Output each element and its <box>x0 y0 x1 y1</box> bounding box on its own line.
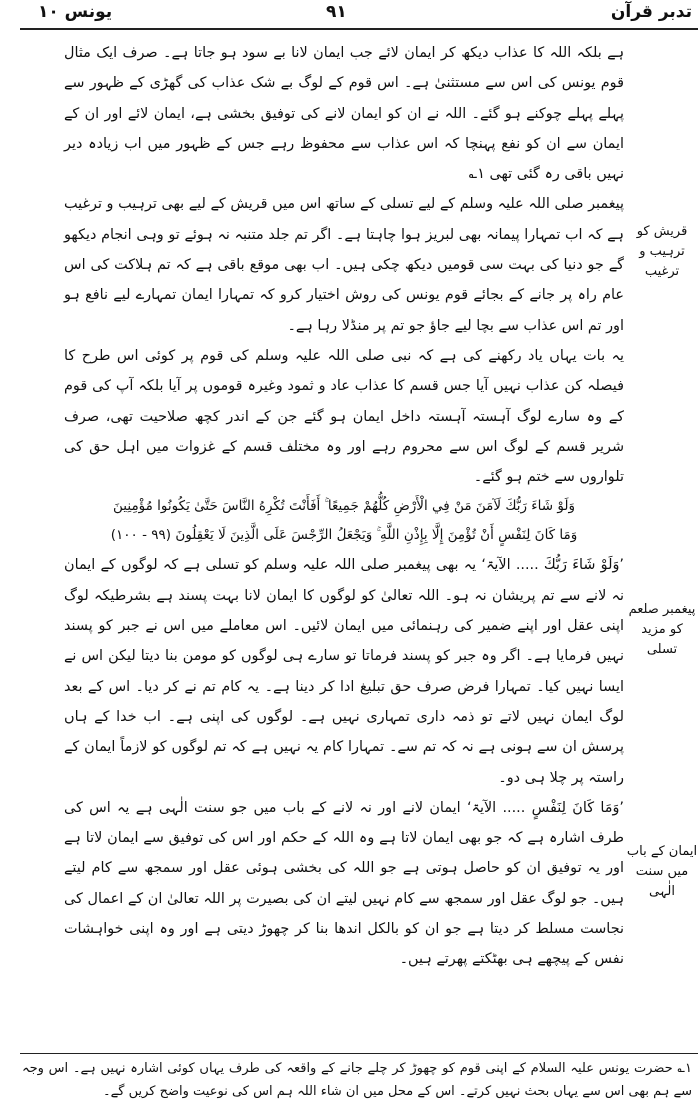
paragraph-1: ہے بلکہ اللہ کا عذاب دیکھ کر ایمان لائے جب ایمان لانا بے سود ہو جاتا ہے۔ صرف ایک مثال قوم یونس کی اس سے مستثنیٰ ہے۔ اس قوم کے لوگ بے شک عذاب کی گھڑی کے ظہور سے پہلے پہلے چوکنے ہو گئے۔ اللہ نے ان کو ایمان لانے کی توفیق بخشی ہے، ایمان لائے اور ان کے ایمان سے ان کو نفع پہنچا کہ اس عذاب سے محفوظ رہے جس کے ظہور میں اب زیادہ دیر نہیں باقی رہ گئی تھی ۱؎ <box>64 45 624 183</box>
margin-note-prophet-consolation: پیغمبر صلعم کو مزید تسلی <box>628 602 696 657</box>
margin-note-quraish: قریش کو ترہیب و ترغیب <box>636 224 688 279</box>
footnote-divider <box>20 1053 698 1054</box>
margin-note-divine-sunnah: ایمان کے باب میں سنت الٰہی <box>626 844 698 899</box>
quran-verse-2: وَمَا كَانَ لِنَفْسٍ أَنْ تُؤْمِنَ إِلَّا بِإِذْنِ اللَّهِ ۚ وَيَجْعَلُ الرِّجْسَ عَلَى الَّذِينَ لَا يَعْقِلُونَ (۹۹ - ۱۰۰) <box>110 527 578 544</box>
quran-verse-1: وَلَوْ شَاءَ رَبُّكَ لَآمَنَ مَنْ فِي الْأَرْضِ كُلُّهُمْ جَمِيعًا ۚ أَفَأَنْتَ تُكْرِهُ النَّاسَ حَتَّىٰ يَكُونُوا مُؤْمِنِينَ <box>113 498 575 515</box>
main-text <box>64 38 624 975</box>
page-number: ۹۱ <box>326 2 347 22</box>
paragraph-4: ’وَلَوْ شَاءَ رَبُّكَ ..... الآیۃ‘ یہ بھی پیغمبر صلی اللہ علیہ وسلم کو تسلی ہے کہ لوگوں کے ایمان نہ لانے سے تم پریشان نہ ہو۔ اللہ تعالیٰ کو لوگوں کا ایمان لانا بہت پسند ہے بشرطیکہ لوگ اپنی عقل اور اپنے ضمیر کی رہنمائی میں ایمان لائیں۔ اس معاملے میں اس نے جبر کو پسند نہیں فرمایا ہے۔ اگر وہ جبر کو پسند فرماتا تو سارے ہی لوگوں کو مومن بنا دیتا لیکن اس نے ایسا نہیں کیا۔ تمہارا فرض صرف حق تبلیغ ادا کر دینا ہے۔ یہ کام تم نے کر دیا۔ اس کے بعد لوگ ایمان نہیں لاتے تو ذمہ داری تمہاری نہیں ہے۔ لوگوں کی اپنی ہے۔ اب خدا کے ہاں پرسش ان سے ہونی ہے نہ کہ تم سے۔ تمہارا کام یہ نہیں ہے کہ تم لوگوں کو لازماً ایمان کے راستہ پر چلا ہی دو۔ <box>64 557 624 786</box>
paragraph-5: ’وَمَا كَانَ لِنَفْسٍ ..... الآیۃ‘ ایمان لانے اور نہ لانے کے باب میں جو سنت الٰہی ہے یہ اس کی طرف اشارہ ہے کہ جو بھی ایمان لاتا ہے وہ اللہ کے حکم اور اس کی توفیق سے ایمان لاتا ہے اور یہ توفیق ان کو حاصل ہوتی ہے جو اللہ کی بخشی ہوئی عقل اور سمجھ سے کام لیتے ہیں۔ جو لوگ عقل اور سمجھ سے کام نہیں لیتے ان کی بصیرت پر اللہ تعالیٰ ان کے اعمال کی نجاست مسلط کر دیتا ہے جو ان کو بالکل اندھا بنا کر چھوڑ دیتی ہے اور وہ اپنی خواہشات نفس کے پیچھے ہی بھٹکتے پھرتے ہیں۔ <box>64 799 624 968</box>
footnote: ۱؎ حضرت یونس علیہ السلام کے اپنی قوم کو چھوڑ کر چلے جانے کے واقعہ کی طرف یہاں کوئی اشارہ نہیں ہے۔ اس وجہ سے ہم بھی اس سے یہاں بحث نہیں کرتے۔ اس کے محل میں ان شاء اللہ ہم اس کی نوعیت واضح کریں گے۔ <box>22 1061 692 1099</box>
book-title: تدبر قرآن <box>610 2 692 22</box>
paragraph-3: یہ بات یہاں یاد رکھنے کی ہے کہ نبی صلی اللہ علیہ وسلم کی قوم پر کوئی اس طرح کا فیصلہ کن عذاب نہیں آیا جس قسم کا عذاب عاد و ثمود وغیرہ قوموں پر آیا بلکہ آپ کی قوم کے وہ سارے لوگ آہستہ آہستہ داخل ایمان ہو گئے جن کے اندر کچھ صلاحیت تھی، صرف شریر قسم کے لوگ اس سے محروم رہے اور وہ مختلف قسم کے غزوات میں اہل حق کی تلواروں سے ختم ہو گئے۔ <box>64 347 624 486</box>
paragraph-2: پیغمبر صلی اللہ علیہ وسلم کے لیے تسلی کے ساتھ اس میں قریش کے لیے بھی ترہیب و ترغیب ہے کہ اب تمہارا پیمانہ بھی لبریز ہوا چاہتا ہے۔ اگر تم جلد متنبہ نہ ہوئے تو وہی انجام دیکھو گے جو دنیا کی بہت سی قومیں دیکھ چکی ہیں۔ اب بھی موقع باقی ہے کہ تم ہلاکت کی اس عام راہ پر جانے کے بجائے قوم یونس کی روش اختیار کرو کہ تمہارا ایمان تمہارے لیے نافع ہو اور تم اس عذاب سے بچا لیے جاؤ جو تم پر منڈلا رہا ہے۔ <box>64 196 624 334</box>
surah-label: یونس ۱۰ <box>38 2 113 22</box>
header-divider <box>20 28 698 30</box>
